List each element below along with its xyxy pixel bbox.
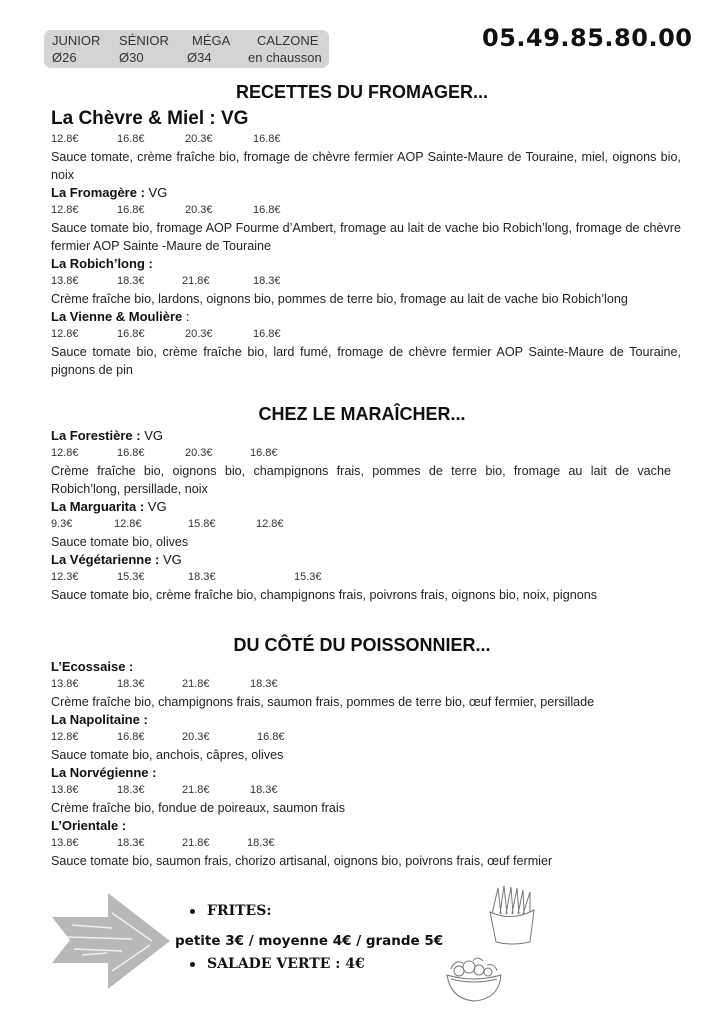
item-prices: 13.8€ 18.3€ 21.8€ 18.3€ <box>51 275 281 287</box>
item-prices: 12.8€ 16.8€ 20.3€ 16.8€ <box>51 731 285 743</box>
menu-item <box>51 255 681 308</box>
item-prices: 12.8€ 16.8€ 20.3€ 16.8€ <box>51 133 281 145</box>
section-fromager <box>51 107 681 379</box>
frites-label: FRITES: <box>190 903 272 919</box>
size-legend <box>44 30 329 68</box>
salad-bowl-icon <box>443 955 505 1010</box>
item-name: La Napolitaine : <box>51 712 148 727</box>
size-name: SÉNIOR <box>119 33 169 48</box>
size-name: CALZONE <box>257 33 319 48</box>
item-prices: 12.8€ 16.8€ 20.3€ 16.8€ <box>51 328 281 340</box>
item-name: L’Ecossaise : <box>51 659 134 674</box>
item-description: Sauce tomate bio, saumon frais, chorizo artisanal, oignons bio, poivrons frais, œuf fermier <box>51 854 553 868</box>
arrow-icon <box>52 893 170 994</box>
item-description: Sauce tomate bio, crème fraîche bio, lard fumé, fromage de chèvre fermier AOP Sainte-Maure de Touraine, pignons de pin <box>51 345 681 377</box>
item-description: Crème fraîche bio, fondue de poireaux, saumon frais <box>51 801 346 815</box>
item-prices: 12.8€ 16.8€ 20.3€ 16.8€ <box>51 204 281 216</box>
menu-item <box>51 551 681 604</box>
item-description: Crème fraîche bio, oignons bio, champignons frais, pommes de terre bio, fromage au lait de vache Robich’long, persillade, noix <box>51 464 671 496</box>
salade-label: SALADE VERTE : 4€ <box>190 956 365 972</box>
size-diameter: en chausson <box>248 50 322 65</box>
item-prices: 9.3€ 12.8€ 15.8€ 12.8€ <box>51 518 284 530</box>
fries-icon <box>486 884 538 953</box>
item-name: La Marguarita : VG <box>51 499 167 514</box>
item-description: Sauce tomate bio, olives <box>51 535 189 549</box>
menu-item <box>51 764 681 817</box>
section-maraicher <box>51 427 681 604</box>
size-name: JUNIOR <box>52 33 101 48</box>
section-title-fromager: RECETTES DU FROMAGER... <box>235 82 488 102</box>
item-description: Crème fraîche bio, champignons frais, saumon frais, pommes de terre bio, œuf fermier, persillade <box>51 695 595 709</box>
item-name: La Fromagère : VG <box>51 185 168 200</box>
size-diameter: Ø26 <box>52 50 77 65</box>
section-poissonnier <box>51 658 681 870</box>
menu-item <box>51 308 681 379</box>
item-name: La Vienne & Moulière : <box>51 309 190 324</box>
item-prices: 13.8€ 18.3€ 21.8€ 18.3€ <box>51 784 278 796</box>
size-junior <box>52 32 100 66</box>
item-name: La Forestière : VG <box>51 428 163 443</box>
section-title-poissonnier: DU CÔTÉ DU POISSONNIER... <box>233 635 491 655</box>
frites-prices: petite 3€ / moyenne 4€ / grande 5€ <box>175 933 444 949</box>
menu-item <box>51 711 681 764</box>
size-name: MÉGA <box>192 33 231 48</box>
item-name: La Norvégienne : <box>51 765 157 780</box>
size-senior <box>119 32 169 66</box>
item-description: Sauce tomate bio, anchois, câpres, olives <box>51 748 284 762</box>
item-description: Sauce tomate bio, fromage AOP Fourme d’Ambert, fromage au lait de vache bio Robich’long, fromage de chèvre fermier AOP Sainte -Maure de Touraine <box>51 221 681 253</box>
size-diameter: Ø30 <box>119 50 144 65</box>
item-name: La Végétarienne : VG <box>51 552 182 567</box>
item-name: La Robich’long : <box>51 256 153 271</box>
menu-item <box>51 184 681 255</box>
menu-item <box>51 817 681 870</box>
section-title-maraicher: CHEZ LE MARAÎCHER... <box>258 404 466 424</box>
menu-item <box>51 427 681 498</box>
size-calzone <box>248 32 322 66</box>
item-description: Crème fraîche bio, lardons, oignons bio, pommes de terre bio, fromage au lait de vache bio Robich’long <box>51 292 628 306</box>
phone-number: 05.49.85.80.00 <box>482 24 693 52</box>
item-name: La Chèvre & Miel : VG <box>51 108 249 129</box>
menu-item <box>51 658 681 711</box>
menu-item <box>51 498 681 551</box>
bullet-icon <box>190 909 195 914</box>
item-prices: 12.3€ 15.3€ 18.3€ 15.3€ <box>51 571 322 583</box>
item-name: L’Orientale : <box>51 818 127 833</box>
item-prices: 12.8€ 16.8€ 20.3€ 16.8€ <box>51 447 278 459</box>
item-description: Sauce tomate bio, crème fraîche bio, champignons frais, poivrons frais, oignons bio, noix, pignons <box>51 588 598 602</box>
size-diameter: Ø34 <box>187 50 212 65</box>
size-mega <box>187 32 230 66</box>
bullet-icon <box>190 962 195 967</box>
item-description: Sauce tomate, crème fraîche bio, fromage de chèvre fermier AOP Sainte-Maure de Touraine, miel, oignons bio, noix <box>51 150 681 182</box>
item-prices: 13.8€ 18.3€ 21.8€ 18.3€ <box>51 678 278 690</box>
menu-item <box>51 107 681 184</box>
item-prices: 13.8€ 18.3€ 21.8€ 18.3€ <box>51 837 275 849</box>
